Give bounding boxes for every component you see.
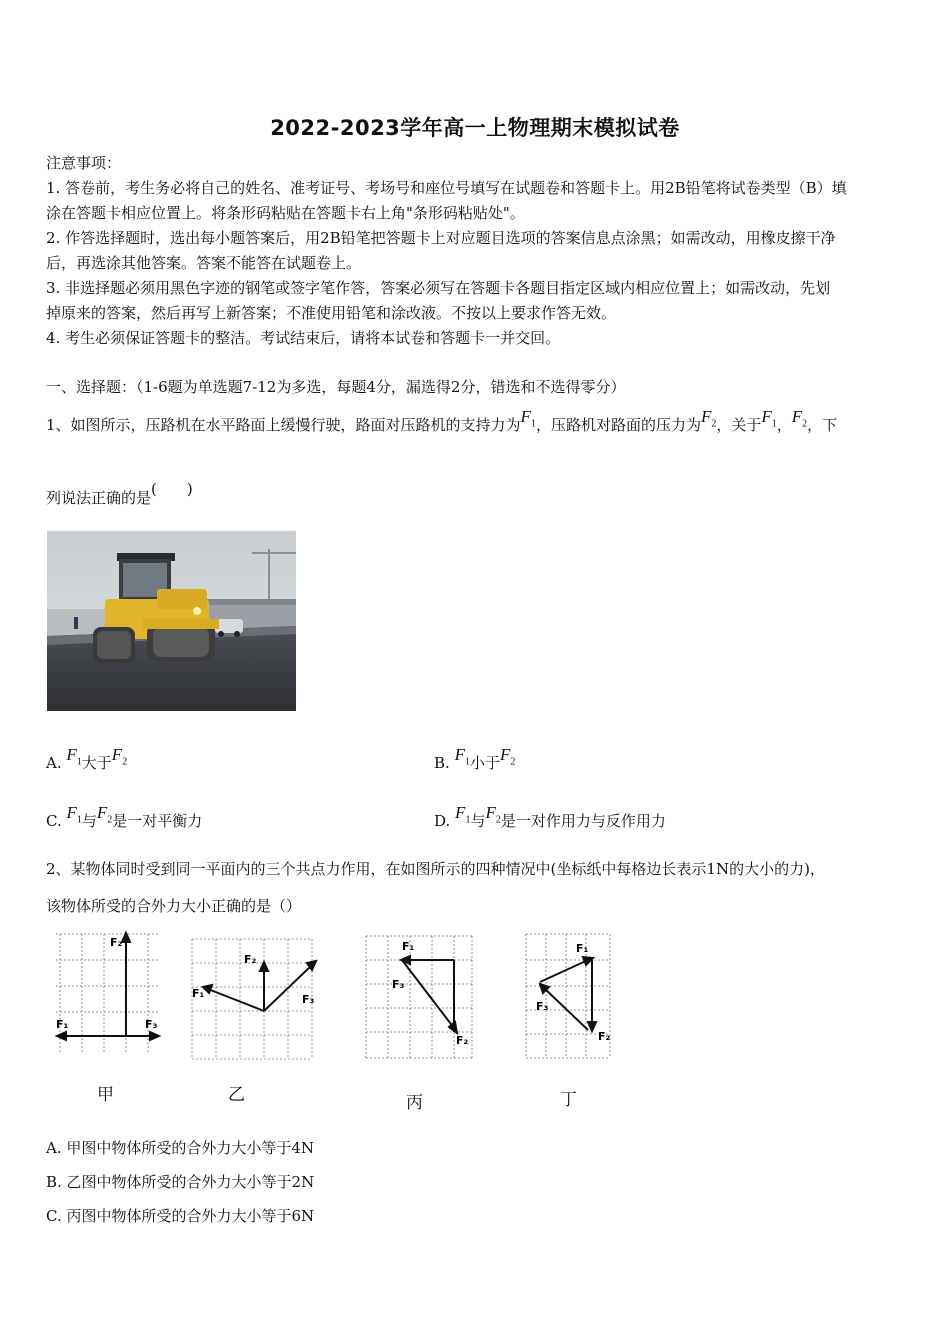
label-f2: F₂ (598, 1030, 611, 1043)
label-f2: F₂ (110, 936, 123, 949)
section-heading: 一、选择题：（1-6题为单选题7-12为多选，每题4分，漏选得2分，错选和不选得零分） (46, 378, 626, 396)
q1-text-b: ，压路机对路面的压力为 (535, 416, 701, 434)
label-f3: F₃ (302, 993, 315, 1006)
q1-text-c: ，关于 (716, 416, 762, 434)
notice-line-5: 3. 非选择题必须用黑色字迹的钢笔或签字笔作答，答案必须写在答题卡各题目指定区域内相应位置上；如需改动，先划 (46, 279, 831, 297)
q2-option-c[interactable]: C. 丙图中物体所受的合外力大小等于6N (46, 1207, 315, 1225)
q1-text-a: 1、如图所示，压路机在水平路面上缓慢行驶，路面对压路机的支持力为 (46, 416, 521, 434)
notice-heading: 注意事项： (46, 154, 122, 172)
q2-option-a[interactable]: A. 甲图中物体所受的合外力大小等于4N (46, 1139, 315, 1157)
math-F2: $F_2$ (499, 745, 516, 768)
q1-option-b[interactable]: B. $F_1$小于$F_2$ (434, 745, 516, 772)
notice-line-7: 4. 考生必须保证答题卡的整洁。考试结束后，请将本试卷和答题卡一并交回。 (46, 329, 561, 347)
diagram-label-ding: 丁 (560, 1090, 577, 1110)
q2-stem-line1: 2、某物体同时受到同一平面内的三个共点力作用，在如图所示的四种情况中(坐标纸中每格边长表示1N的大小的力)， (46, 860, 825, 878)
q1-option-a[interactable]: A. $F_1$大于$F_2$ (46, 745, 128, 772)
notice-line-3: 2. 作答选择题时，选出每小题答案后，用2B铅笔把答题卡上对应题目选项的答案信息点涂黑；如需改动，用橡皮擦干净 (46, 229, 836, 247)
diagram-label-bing: 丙 (406, 1093, 423, 1113)
label-f1: F₁ (402, 940, 415, 953)
label-f1: F₁ (56, 1018, 69, 1031)
force-diagram-jia (52, 930, 167, 1064)
q1-option-c[interactable]: C. $F_1$与$F_2$是一对平衡力 (46, 803, 203, 830)
label-f2: F₂ (244, 953, 257, 966)
math-F1: $F_1$ (66, 803, 82, 826)
math-F1: $F_1$ (66, 745, 82, 768)
diagram-label-yi: 乙 (228, 1085, 245, 1105)
q1-text-e: ，下 (807, 416, 838, 434)
label-f3: F₃ (392, 978, 405, 991)
math-F2: $F_2$ (700, 407, 717, 430)
force-diagram-bing (362, 932, 477, 1066)
q2-option-b[interactable]: B. 乙图中物体所受的合外力大小等于2N (46, 1173, 315, 1191)
q1-stem-line2: 列说法正确的是( ) (46, 480, 193, 507)
math-F2: $F_2$ (791, 407, 808, 430)
notice-line-4: 后，再选涂其他答案。答案不能答在试题卷上。 (46, 254, 362, 272)
label-f3: F₃ (145, 1018, 158, 1031)
force-diagram-yi (188, 935, 323, 1069)
math-F2: $F_2$ (485, 803, 501, 826)
page-title: 2022-2023学年高一上物理期末模拟试卷 (270, 116, 680, 140)
road-roller-photo (47, 531, 296, 711)
math-F2: $F_2$ (111, 745, 128, 768)
force-diagram-ding (522, 930, 617, 1064)
math-F2: $F_2$ (96, 803, 113, 826)
label-f2: F₂ (456, 1034, 469, 1047)
notice-line-6: 掉原来的答案，然后再写上新答案；不准使用铅笔和涂改液。不按以上要求作答无效。 (46, 304, 617, 322)
math-F1: $F_1$ (761, 407, 777, 430)
answer-paren: ( ) (151, 480, 193, 498)
label-f3: F₃ (536, 1000, 549, 1013)
notice-line-1: 1. 答卷前，考生务必将自己的姓名、准考证号、考场号和座位号填写在试题卷和答题卡上。用2B铅笔将试卷类型（B）填 (46, 179, 847, 197)
notice-line-2: 涂在答题卡相应位置上。将条形码粘贴在答题卡右上角"条形码粘贴处"。 (46, 204, 525, 222)
math-F1: $F_1$ (520, 407, 536, 430)
q1-stem-line1 (46, 407, 838, 437)
diagram-label-jia: 甲 (97, 1085, 114, 1105)
math-F1: $F_1$ (454, 745, 470, 768)
label-f1: F₁ (192, 987, 205, 1000)
q2-stem-line2: 该物体所受的合外力大小正确的是（） (46, 897, 302, 915)
q1-text-d: ， (776, 416, 792, 434)
label-f1: F₁ (576, 942, 589, 955)
q1-option-d[interactable]: D. $F_1$与$F_2$是一对作用力与反作用力 (434, 803, 666, 830)
math-F1: $F_1$ (455, 803, 471, 826)
